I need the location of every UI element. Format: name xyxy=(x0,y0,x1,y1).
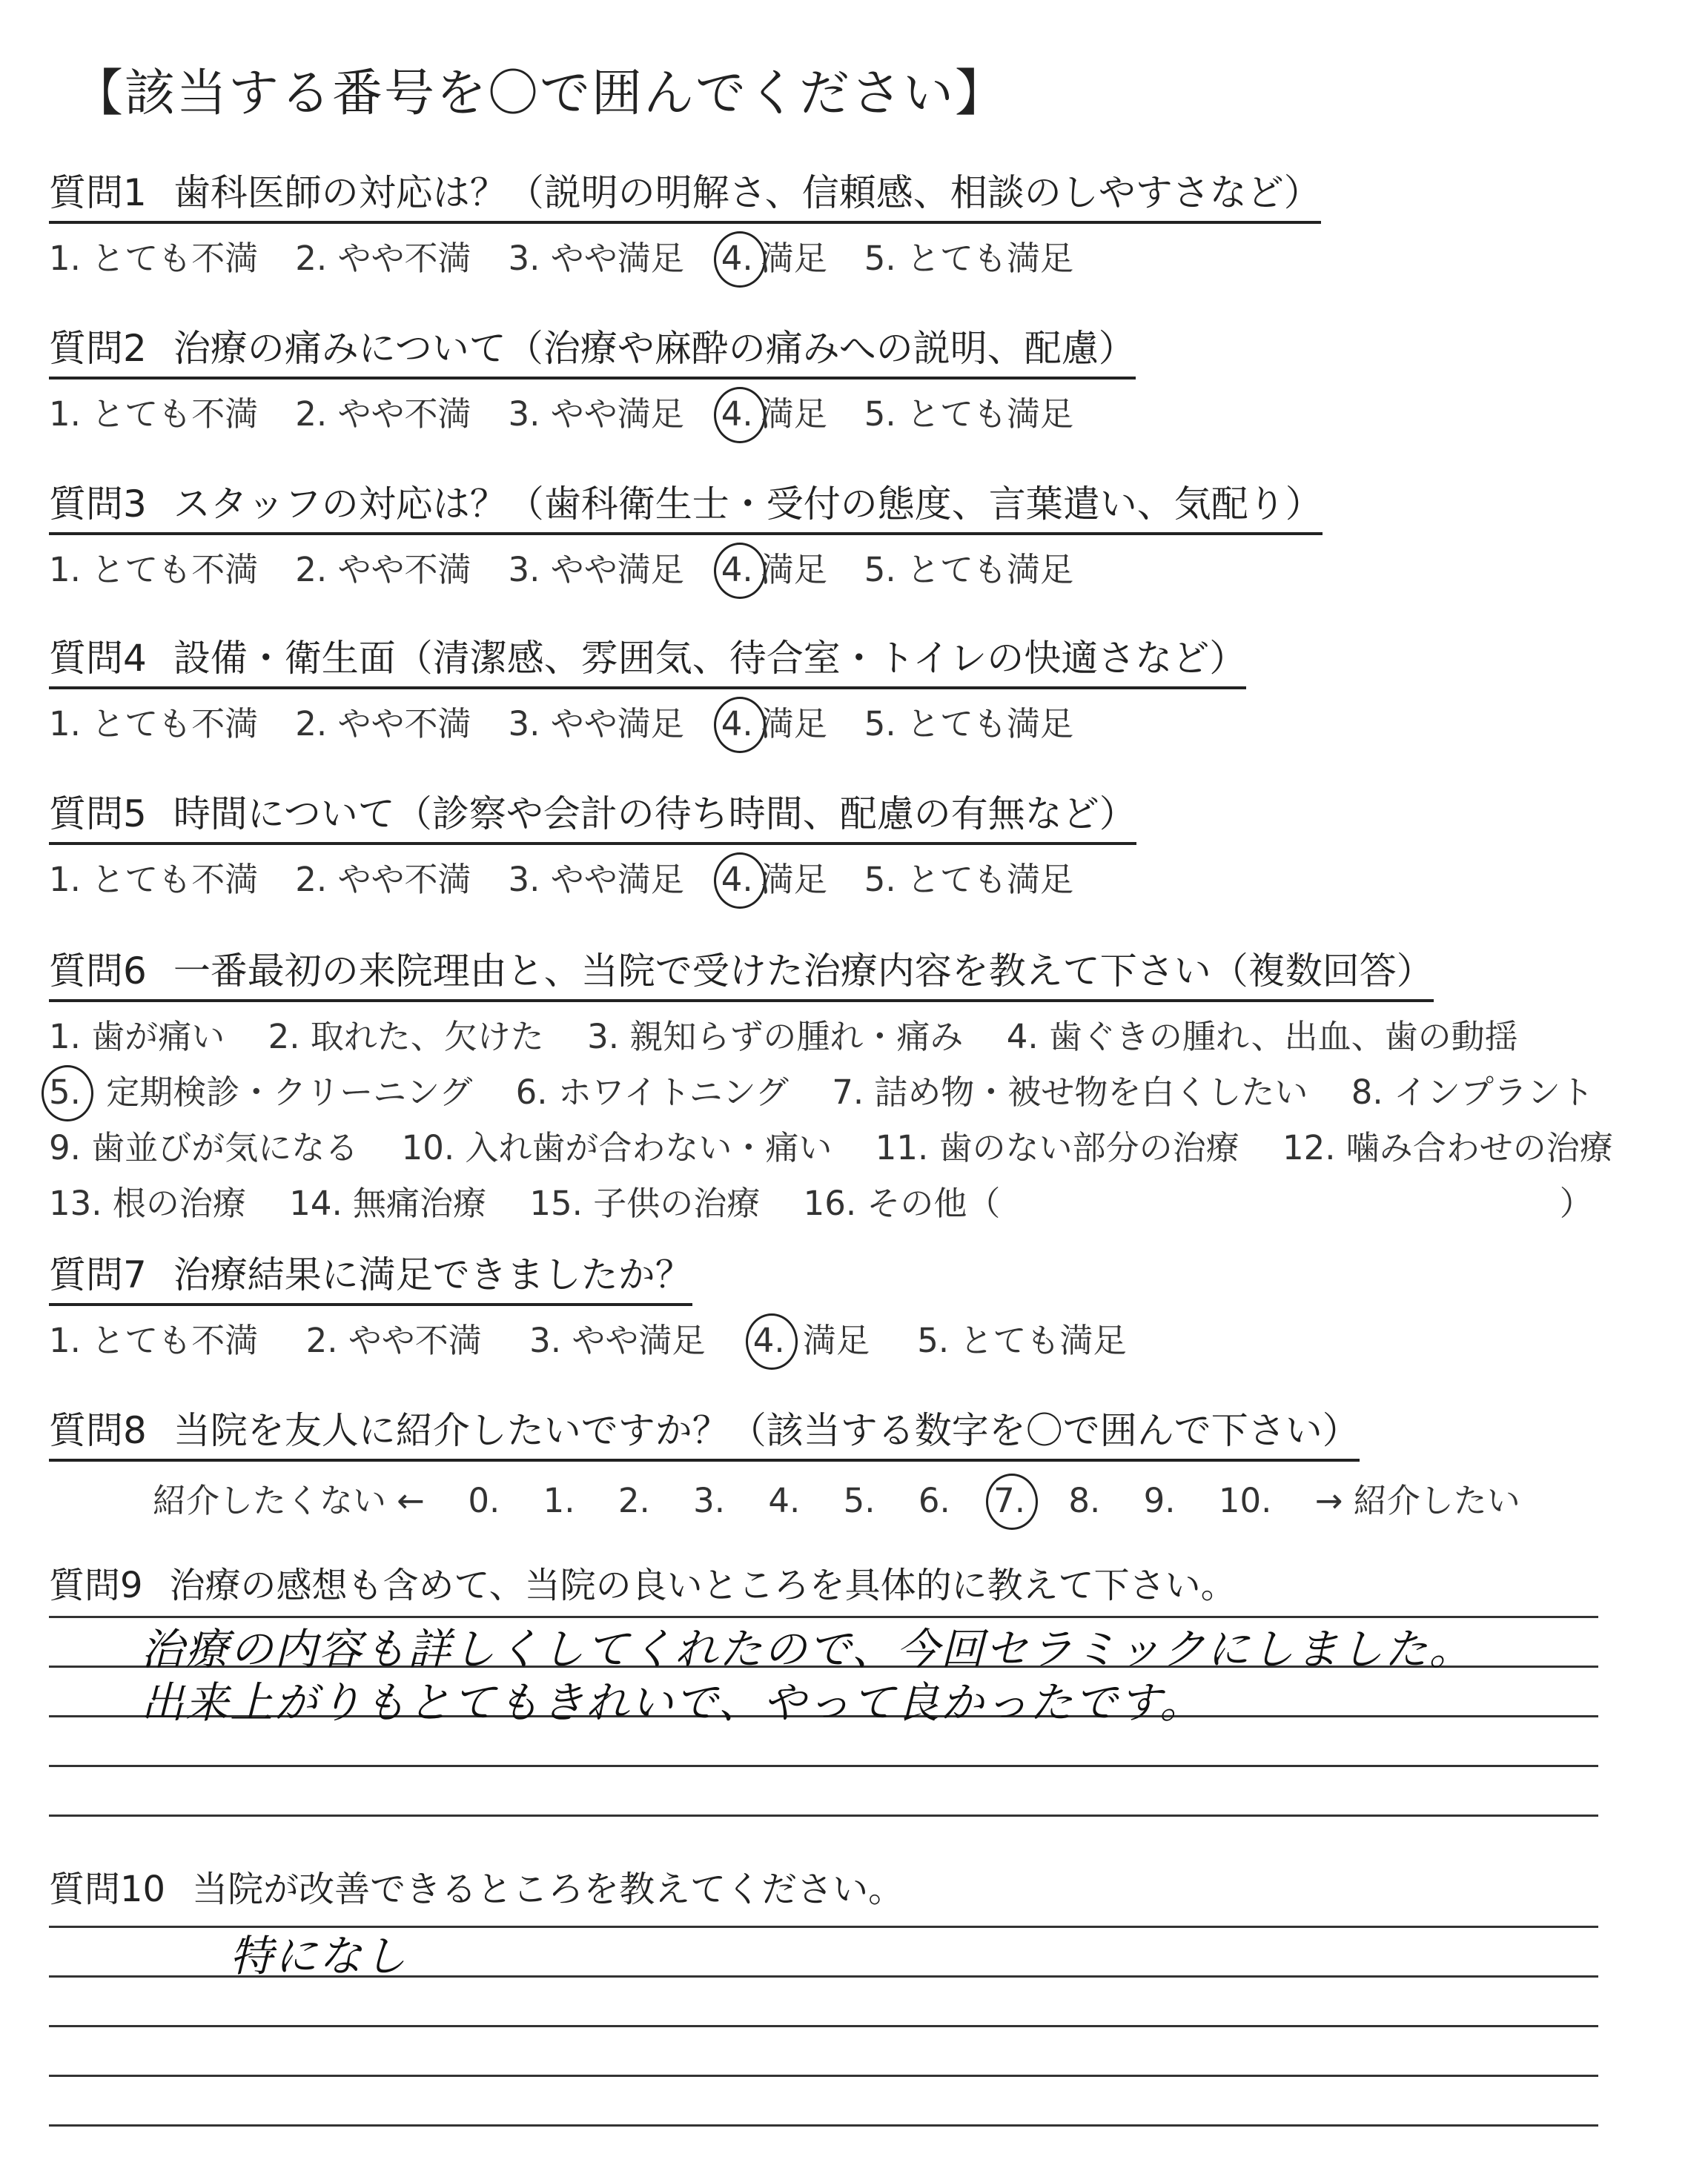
q1-options xyxy=(49,231,1321,279)
option[interactable]: 満足 xyxy=(760,394,827,434)
question-text: 治療の感想も含めて、当院の良いところを具体的に教えて下さい。 xyxy=(169,1565,1237,1606)
option[interactable]: 1. とても不満 xyxy=(49,239,259,278)
scale-option[interactable]: 8. xyxy=(1068,1481,1101,1520)
question-number: 質問5 xyxy=(49,792,147,835)
q5-options xyxy=(49,852,1136,901)
option[interactable]: 2. やや不満 xyxy=(295,704,471,743)
question-7-title xyxy=(49,1245,692,1306)
option-selected[interactable]: 4. xyxy=(721,704,753,743)
option[interactable]: 14. 無痛治療 xyxy=(289,1184,487,1223)
ruled-line xyxy=(49,1765,1598,1767)
option[interactable]: 1. とても不満 xyxy=(49,704,259,743)
question-5 xyxy=(49,784,1136,901)
q6-row-3 xyxy=(49,1121,1646,1169)
q2-options xyxy=(49,387,1136,435)
option[interactable]: 7. 詰め物・被せ物を白くしたい xyxy=(832,1073,1308,1112)
scale-option[interactable]: 9. xyxy=(1143,1481,1176,1520)
option[interactable]: 5. とても満足 xyxy=(864,704,1073,743)
option[interactable]: 2. やや不満 xyxy=(295,550,471,589)
option[interactable]: 1. とても不満 xyxy=(49,1321,259,1360)
option[interactable]: 3. やや満足 xyxy=(529,1321,706,1360)
option[interactable]: 12. 噛み合わせの治療 xyxy=(1282,1128,1613,1167)
question-10 xyxy=(49,1860,904,1912)
question-text: スタッフの対応は？（歯科衛生士・受付の態度、言葉遣い、気配り） xyxy=(173,483,1323,526)
option[interactable]: 5. とても満足 xyxy=(864,239,1073,278)
option[interactable]: 1. とても不満 xyxy=(49,394,259,434)
option-selected[interactable]: 4. xyxy=(752,1321,785,1360)
option[interactable]: 2. やや不満 xyxy=(295,239,471,278)
handwritten-answer-line-1: 治療の内容も詳しくしてくれたので、今回セラミックにしました。 xyxy=(141,1624,1474,1674)
question-text: 治療の痛みについて（治療や麻酔の痛みへの説明、配慮） xyxy=(173,327,1136,370)
option[interactable]: 3. やや満足 xyxy=(508,704,684,743)
option[interactable]: 15. 子供の治療 xyxy=(529,1184,761,1223)
question-text: 当院が改善できるところを教えてください。 xyxy=(192,1869,904,1910)
q4-options xyxy=(49,697,1246,745)
question-6 xyxy=(49,941,1646,1224)
scale-option[interactable]: 3. xyxy=(693,1481,726,1520)
question-text: 当院を友人に紹介したいですか？（該当する数字を〇で囲んで下さい） xyxy=(173,1409,1360,1452)
option[interactable]: 6. ホワイトニング xyxy=(515,1073,789,1112)
question-number: 質問6 xyxy=(49,950,147,992)
ruled-line xyxy=(49,2075,1598,2077)
option[interactable]: 2. やや不満 xyxy=(295,860,471,899)
scale-left-label: 紹介したくない ← xyxy=(153,1481,426,1520)
option[interactable]: 満足 xyxy=(760,239,827,278)
option[interactable]: 3. やや満足 xyxy=(508,239,684,278)
q6-row-2 xyxy=(49,1065,1646,1113)
scale-right-label: → 紹介したい xyxy=(1314,1481,1520,1520)
ruled-line xyxy=(49,2124,1598,2127)
question-number: 質問3 xyxy=(49,483,147,526)
question-6-title xyxy=(49,941,1434,1002)
scale-option[interactable]: 10. xyxy=(1218,1481,1272,1520)
option[interactable]: 16. その他（ xyxy=(803,1184,1001,1223)
scale-option[interactable]: 4. xyxy=(768,1481,801,1520)
question-number: 質問10 xyxy=(49,1869,166,1910)
question-number: 質問7 xyxy=(49,1253,147,1296)
option[interactable]: 3. やや満足 xyxy=(508,394,684,434)
q6-row-4 xyxy=(49,1176,1646,1224)
q7-options xyxy=(49,1313,1164,1362)
handwritten-answer-line-2: 出来上がりもとてもきれいで、やって良かったです。 xyxy=(141,1677,1205,1728)
option[interactable]: 3. やや満足 xyxy=(508,550,684,589)
question-4 xyxy=(49,629,1246,745)
option-selected[interactable]: 4. xyxy=(721,550,753,589)
option-selected[interactable]: 5. xyxy=(49,1073,81,1112)
page-heading: 【該当する番号を〇で囲んでください】 xyxy=(73,64,1007,123)
scale-option[interactable]: 2. xyxy=(618,1481,650,1520)
handwritten-answer-q10: 特になし xyxy=(230,1931,408,1981)
option[interactable]: 8. インプラント xyxy=(1351,1073,1594,1112)
option-selected[interactable]: 4. xyxy=(721,860,753,899)
question-4-title xyxy=(49,629,1246,689)
option[interactable]: 1. とても不満 xyxy=(49,550,259,589)
scale-option[interactable]: 0. xyxy=(468,1481,500,1520)
option[interactable]: 1. とても不満 xyxy=(49,860,259,899)
option[interactable]: 満足 xyxy=(760,704,827,743)
option-close-paren: ） xyxy=(1559,1184,1593,1223)
question-3 xyxy=(49,474,1323,591)
option-selected[interactable]: 4. xyxy=(721,239,753,278)
scale-option-selected[interactable]: 7. xyxy=(993,1481,1026,1520)
option[interactable]: 2. 取れた、欠けた xyxy=(268,1017,544,1056)
ruled-line xyxy=(49,2025,1598,2027)
question-number: 質問2 xyxy=(49,327,147,370)
question-2-title xyxy=(49,319,1136,380)
option[interactable]: 11. 歯のない部分の治療 xyxy=(875,1128,1239,1167)
option[interactable]: 定期検診・クリーニング xyxy=(106,1073,473,1112)
question-text: 設備・衛生面（清潔感、雰囲気、待合室・トイレの快適さなど） xyxy=(173,637,1247,680)
question-text: 一番最初の来院理由と、当院で受けた治療内容を教えて下さい（複数回答） xyxy=(173,950,1434,992)
option[interactable]: 10. 入れ歯が合わない・痛い xyxy=(401,1128,833,1167)
question-3-title xyxy=(49,474,1323,535)
question-7 xyxy=(49,1245,1164,1362)
question-5-title xyxy=(49,784,1136,845)
question-text: 治療結果に満足できましたか？ xyxy=(173,1253,692,1296)
question-text: 時間について（診察や会計の待ち時間、配慮の有無など） xyxy=(173,792,1136,835)
question-1-title xyxy=(49,163,1321,224)
q3-options xyxy=(49,543,1323,591)
question-9 xyxy=(49,1557,1237,1608)
option[interactable]: 満足 xyxy=(802,1321,870,1360)
option[interactable]: 13. 根の治療 xyxy=(49,1184,246,1223)
option[interactable]: 5. とても満足 xyxy=(917,1321,1127,1360)
question-8-title xyxy=(49,1401,1360,1462)
option[interactable]: 1. 歯が痛い xyxy=(49,1017,225,1056)
option[interactable]: 5. とても満足 xyxy=(864,394,1073,434)
option[interactable]: 満足 xyxy=(760,550,827,589)
question-number: 質問9 xyxy=(49,1565,143,1606)
option[interactable]: 3. 親知らずの腫れ・痛み xyxy=(587,1017,964,1056)
ruled-line xyxy=(49,1815,1598,1817)
question-number: 質問1 xyxy=(49,171,147,214)
option[interactable]: 4. 歯ぐきの腫れ、出血、歯の動揺 xyxy=(1006,1017,1518,1056)
option[interactable]: 5. とても満足 xyxy=(864,860,1073,899)
question-2 xyxy=(49,319,1136,435)
scale-option[interactable]: 1. xyxy=(543,1481,575,1520)
option[interactable]: 2. やや不満 xyxy=(305,1321,482,1360)
scale-option[interactable]: 5. xyxy=(843,1481,875,1520)
option[interactable]: 9. 歯並びが気になる xyxy=(49,1128,359,1167)
question-text: 歯科医師の対応は？（説明の明解さ、信頼感、相談のしやすさなど） xyxy=(173,171,1321,214)
question-8 xyxy=(49,1401,1553,1522)
option[interactable]: 満足 xyxy=(760,860,827,899)
q6-row-1 xyxy=(49,1010,1646,1058)
question-number: 質問8 xyxy=(49,1409,147,1452)
option[interactable]: 5. とても満足 xyxy=(864,550,1073,589)
q8-scale xyxy=(153,1474,1553,1522)
question-1 xyxy=(49,163,1321,279)
scale-option[interactable]: 6. xyxy=(918,1481,950,1520)
option[interactable]: 2. やや不満 xyxy=(295,394,471,434)
option-selected[interactable]: 4. xyxy=(721,394,753,434)
option[interactable]: 3. やや満足 xyxy=(508,860,684,899)
question-number: 質問4 xyxy=(49,637,147,680)
